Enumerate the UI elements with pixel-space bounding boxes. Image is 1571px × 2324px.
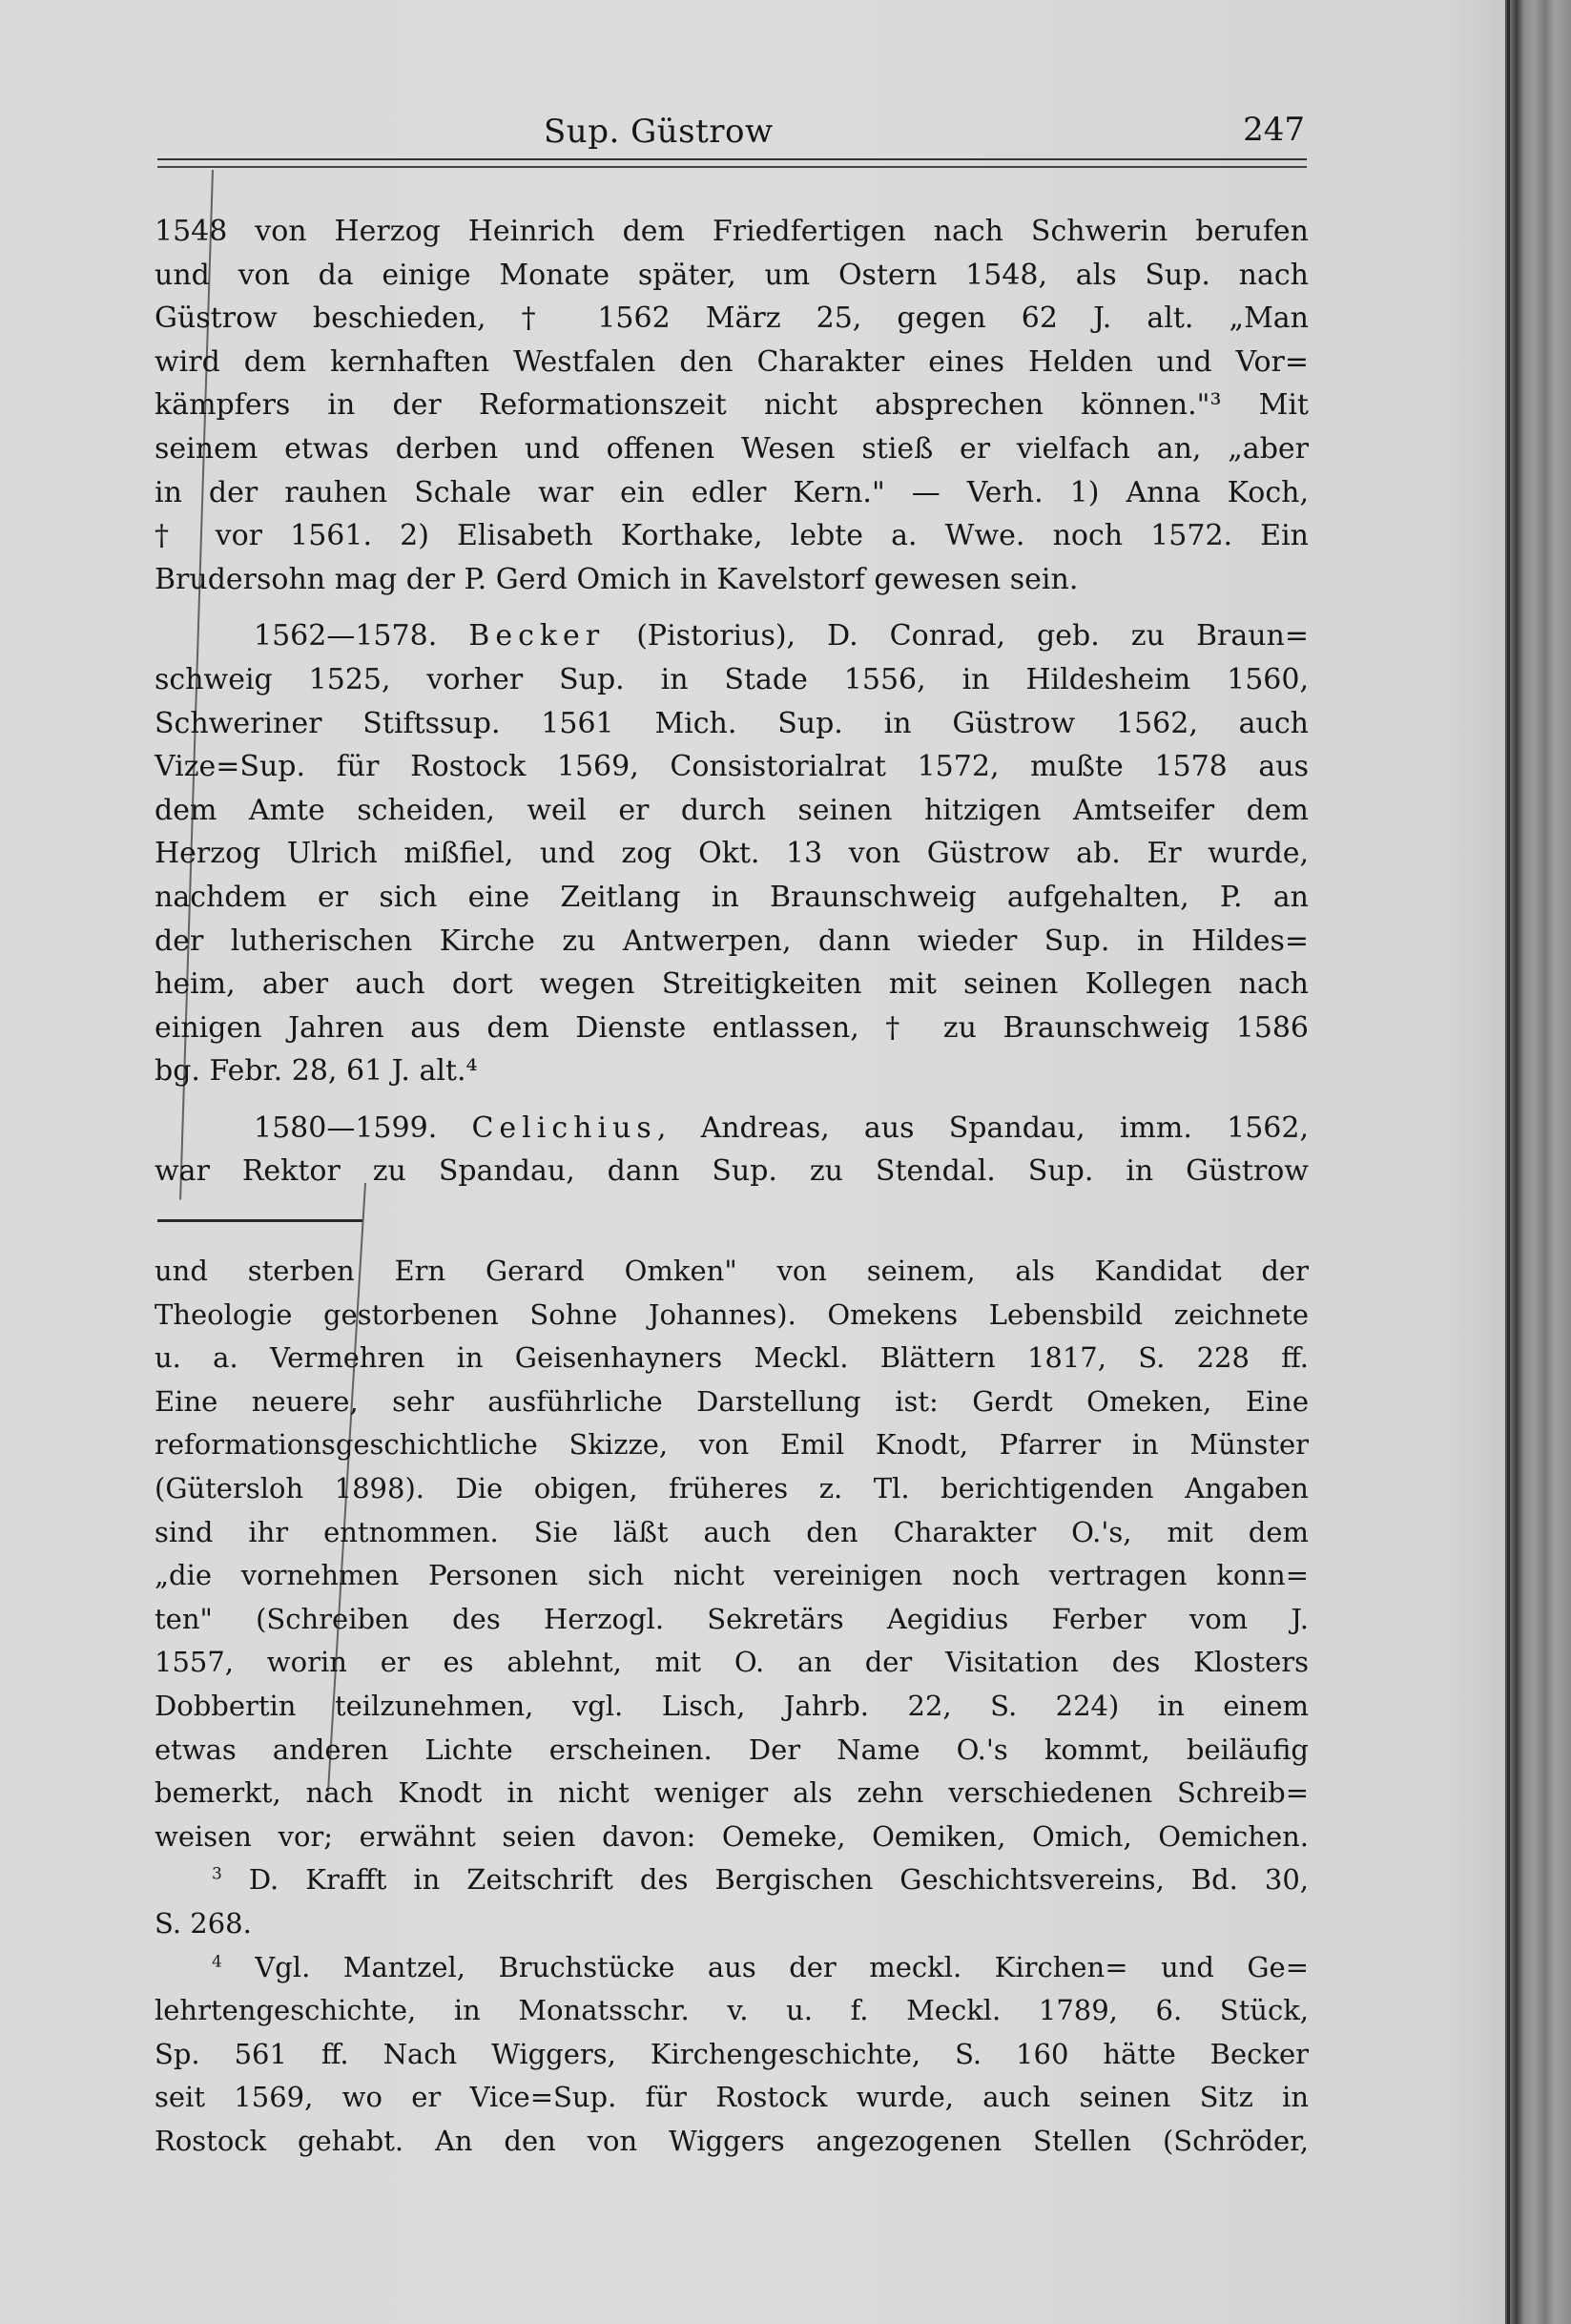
text-line: dem Amte scheiden, weil er durch seinen hitzigen Amtseifer dem — [155, 793, 1309, 827]
footnote-line: Dobbertin teilzunehmen, vgl. Lisch, Jahrb. 22, S. 224) in einem — [155, 1689, 1309, 1722]
text-line: seinem etwas derben und offenen Wesen stieß er vielfach an, „aber — [155, 431, 1309, 466]
footnote-line: reformationsgeschichtliche Skizze, von Emil Knodt, Pfarrer in Münster — [155, 1428, 1309, 1462]
paragraph-celichius — [155, 1107, 1309, 1193]
text-line: Schweriner Stiftssup. 1561 Mich. Sup. in Güstrow 1562, auch — [155, 706, 1309, 740]
page-number: 247 — [1243, 111, 1305, 149]
text-line: einigen Jahren aus dem Dienste entlassen, † zu Braunschweig 1586 — [155, 1010, 1309, 1045]
main-text — [155, 210, 1309, 1193]
text-line: in der rauhen Schale war ein edler Kern." — Verh. 1) Anna Koch, — [155, 475, 1309, 509]
footnote-line: etwas anderen Lichte erscheinen. Der Name O.'s kommt, beiläufig — [155, 1733, 1309, 1766]
running-head: Sup. Güstrow — [544, 113, 774, 151]
text-line: 1562—1578. Becker (Pistorius), D. Conrad, geb. zu Braun= — [254, 619, 1309, 654]
text-line: bg. Febr. 28, 61 J. alt.⁴ — [155, 1054, 478, 1089]
footnote-line: weisen vor; erwähnt seien davon: Oemeke, Oemiken, Omich, Oemichen. — [155, 1819, 1309, 1853]
text-line: schweig 1525, vorher Sup. in Stade 1556, in Hildesheim 1560, — [155, 662, 1309, 696]
paragraph-becker — [155, 614, 1309, 1093]
entry-years: 1580—1599. — [254, 1110, 438, 1145]
text-line: kämpfers in der Reformationszeit nicht absprechen können."³ Mit — [155, 388, 1309, 423]
footnote-line: (Gütersloh 1898). Die obigen, früheres z. Tl. berichtigenden Angaben — [155, 1471, 1309, 1504]
text-line: 1580—1599. Celichius, Andreas, aus Spandau, imm. 1562, — [254, 1110, 1309, 1145]
text-line: Herzog Ulrich mißfiel, und zog Okt. 13 von Güstrow ab. Er wurde, — [155, 837, 1309, 871]
text-line: der lutherischen Kirche zu Antwerpen, dann wieder Sup. in Hildes= — [155, 923, 1309, 958]
footnote-line: u. a. Vermehren in Geisenhayners Meckl. Blättern 1817, S. 228 ff. — [155, 1341, 1309, 1375]
footnote-line: Theologie gestorbenen Sohne Johannes). Omekens Lebensbild zeichnete — [155, 1297, 1309, 1331]
footnote-line: „die vornehmen Personen sich nicht vereinigen noch vertragen konn= — [155, 1559, 1309, 1592]
footnote-line: Rostock gehabt. An den von Wiggers angezogenen Stellen (Schröder, — [155, 2124, 1309, 2157]
text-line: Güstrow beschieden, † 1562 März 25, gegen 62 J. alt. „Man — [155, 301, 1309, 336]
footnote-rule — [157, 1219, 362, 1222]
text-line: 1548 von Herzog Heinrich dem Friedfertigen nach Schwerin berufen — [155, 215, 1309, 248]
book-binding-edge — [1505, 0, 1571, 2324]
footnote-line: 1557, worin er es ablehnt, mit O. an der Visitation des Klosters — [155, 1646, 1309, 1679]
footnote-3 — [155, 1858, 1309, 1945]
footnote-continuation — [155, 1250, 1309, 1858]
entry-name: Becker — [468, 619, 606, 654]
text-line: nachdem er sich eine Zeitlang in Braunschweig aufgehalten, P. an — [155, 880, 1309, 914]
entry-years: 1562—1578. — [254, 619, 438, 654]
footnote-line: S. 268. — [155, 1906, 252, 1940]
footnote-line: $^3$ D. Krafft in Zeitschrift des Bergischen Geschichtsvereins, Bd. 30, — [212, 1863, 1310, 1897]
footnote-marker: 4 — [212, 1951, 222, 1971]
page-header — [162, 113, 1305, 160]
text-line: wird dem kernhaften Westfalen den Charakter eines Helden und Vor= — [155, 344, 1309, 379]
text-line: Vize=Sup. für Rostock 1569, Consistorialrat 1572, mußte 1578 aus — [155, 750, 1309, 784]
footnote-line: $^4$ Vgl. Mantzel, Bruchstücke aus der meckl. Kirchen= und Ge= — [212, 1950, 1309, 1983]
text-line: Brudersohn mag der P. Gerd Omich in Kavelstorf gewesen sein. — [155, 562, 1079, 596]
footnote-line: ten" (Schreiben des Herzogl. Sekretärs Aegidius Ferber vom J. — [155, 1602, 1309, 1635]
footnote-line: lehrtengeschichte, in Monatsschr. v. u. f. Meckl. 1789, 6. Stück, — [155, 1994, 1309, 2027]
text-line: † vor 1561. 2) Elisabeth Korthake, lebte a. Wwe. noch 1572. Ein — [155, 519, 1309, 553]
text-line: heim, aber auch dort wegen Streitigkeiten mit seinen Kollegen nach — [155, 967, 1309, 1002]
entry-name: Celichius — [471, 1110, 657, 1145]
footnote-4 — [155, 1946, 1309, 2164]
footnote-line: Sp. 561 ff. Nach Wiggers, Kirchengeschichte, S. 160 hätte Becker — [155, 2037, 1309, 2070]
footnote-marker: 3 — [212, 1864, 222, 1884]
footnotes — [155, 1250, 1309, 2163]
paragraph — [155, 210, 1309, 601]
footnote-line: bemerkt, nach Knodt in nicht weniger als zehn verschiedenen Schreib= — [155, 1776, 1309, 1810]
footnote-line: und sterben Ern Gerard Omken" von seinem, als Kandidat der — [155, 1255, 1309, 1287]
header-rule — [157, 158, 1307, 168]
text-line: und von da einige Monate später, um Ostern 1548, als Sup. nach — [155, 258, 1309, 292]
footnote-line: sind ihr entnommen. Sie läßt auch den Charakter O.'s, mit dem — [155, 1515, 1309, 1548]
text-line: war Rektor zu Spandau, dann Sup. zu Stendal. Sup. in Güstrow — [155, 1154, 1309, 1189]
footnote-line: seit 1569, wo er Vice=Sup. für Rostock wurde, auch seinen Sitz in — [155, 2081, 1309, 2114]
footnote-line: Eine neuere, sehr ausführliche Darstellung ist: Gerdt Omeken, Eine — [155, 1384, 1309, 1418]
